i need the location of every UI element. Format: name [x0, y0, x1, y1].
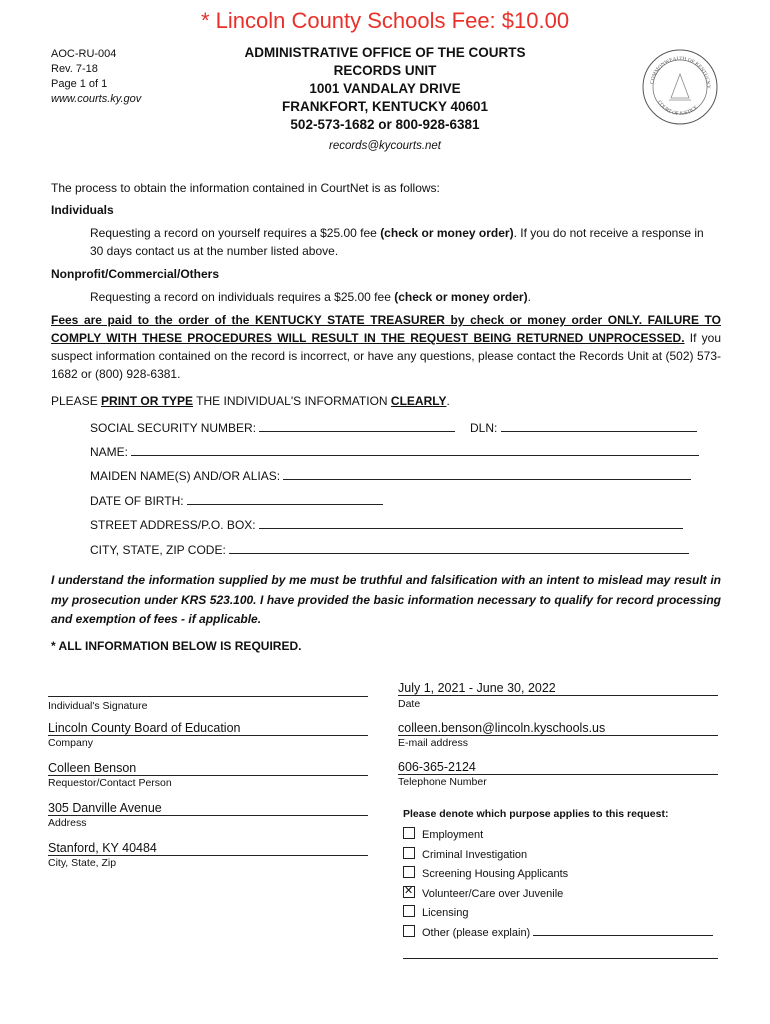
requestor-field[interactable] — [48, 761, 368, 789]
dob-input-line[interactable] — [187, 504, 383, 505]
individuals-heading: Individuals — [51, 203, 114, 217]
individuals-text — [90, 224, 720, 260]
individuals-text-part: . If you do not receive a response in 30 days contact us at the number listed above. — [90, 226, 704, 258]
office-street: 1001 VANDALAY DRIVE — [309, 81, 461, 96]
office-phone: 502-573-1682 or 800-928-6381 — [290, 117, 480, 132]
form-website: www.courts.ky.gov — [51, 93, 142, 105]
intro-text: The process to obtain the information contained in CourtNet is as follows: — [51, 181, 440, 195]
address-label: Address — [48, 817, 87, 829]
form-meta — [51, 47, 141, 107]
street-address-label: STREET ADDRESS/P.O. BOX: — [90, 518, 256, 532]
signature-label: Individual's Signature — [48, 700, 148, 712]
seal-text-bottom: COURT OF JUSTICE — [656, 99, 700, 118]
purpose-licensing[interactable] — [403, 905, 713, 925]
purpose-label: Criminal Investigation — [422, 848, 528, 861]
name-field[interactable] — [90, 445, 699, 459]
kentucky-court-seal-icon — [641, 48, 719, 126]
street-address-input-line[interactable] — [259, 528, 683, 529]
date-field[interactable] — [398, 681, 718, 710]
nonprofit-text-part: . — [527, 290, 531, 304]
checkbox-other[interactable] — [403, 925, 415, 937]
email-label: E-mail address — [398, 737, 469, 749]
checkbox-screening-housing[interactable] — [403, 866, 415, 878]
purpose-screening-housing[interactable] — [403, 866, 713, 886]
print-or-type-emphasis: PRINT OR TYPE — [101, 394, 194, 408]
dln-label: DLN: — [470, 421, 498, 435]
maiden-name-field[interactable] — [90, 469, 691, 483]
svg-text:COMMONWEALTH OF KENTUCKY — [649, 56, 711, 89]
ssn-label: SOCIAL SECURITY NUMBER: — [90, 421, 257, 435]
please-text: THE INDIVIDUAL'S INFORMATION — [193, 394, 391, 408]
checkbox-employment[interactable] — [403, 827, 415, 839]
purpose-volunteer-juvenile[interactable] — [403, 886, 713, 906]
signature-field[interactable] — [48, 680, 368, 712]
truthfulness-statement: I understand the information supplied by me must be truthful and falsification with an intent to mislead may result in my prosecution under KRS 523.100. I have provided the basic information necessary to qualify for record processing and exemption of fees - if applicable. — [51, 573, 721, 626]
office-unit: RECORDS UNIT — [333, 63, 437, 78]
name-input-line[interactable] — [131, 455, 699, 456]
please-print-instruction — [51, 392, 450, 410]
purpose-label: Other (please explain) — [422, 926, 531, 939]
city-state-zip-label: CITY, STATE, ZIP CODE: — [90, 543, 226, 557]
maiden-name-input-line[interactable] — [283, 479, 691, 480]
company-value[interactable]: Lincoln County Board of Education — [48, 721, 368, 736]
ssn-input-line[interactable] — [259, 431, 455, 432]
required-notice: * ALL INFORMATION BELOW IS REQUIRED. — [51, 639, 302, 653]
date-label: Date — [398, 698, 421, 710]
other-explain-second-line[interactable] — [403, 958, 718, 959]
checkbox-criminal-investigation[interactable] — [403, 847, 415, 859]
other-explain-input-line[interactable] — [533, 935, 713, 936]
city-field[interactable] — [48, 841, 368, 869]
phone-field[interactable] — [398, 760, 718, 788]
purpose-label: Screening Housing Applicants — [422, 868, 569, 880]
office-email: records@kycourts.net — [328, 140, 442, 152]
purpose-other[interactable] — [403, 925, 713, 945]
office-header — [200, 44, 570, 134]
signature-value[interactable] — [48, 680, 368, 697]
fees-paragraph — [51, 311, 721, 383]
maiden-name-label: MAIDEN NAME(S) AND/OR ALIAS: — [90, 469, 281, 483]
office-city: FRANKFORT, KENTUCKY 40601 — [281, 99, 489, 114]
checkbox-volunteer-juvenile[interactable] — [403, 886, 415, 898]
company-field[interactable] — [48, 721, 368, 749]
phone-value[interactable]: 606-365-2124 — [398, 760, 718, 775]
purpose-list — [403, 827, 713, 944]
fee-banner: * Lincoln County Schools Fee: $10.00 — [200, 8, 570, 33]
please-text: . — [446, 394, 450, 408]
address-value[interactable]: 305 Danville Avenue — [48, 801, 368, 816]
requestor-label: Requestor/Contact Person — [48, 777, 172, 789]
requestor-value[interactable]: Colleen Benson — [48, 761, 368, 776]
individuals-text-part: Requesting a record on yourself requires a $25.00 fee — [90, 226, 381, 240]
ssn-field[interactable] — [90, 421, 455, 435]
dln-field[interactable] — [470, 421, 697, 435]
seal-text-top: COMMONWEALTH OF KENTUCKY — [649, 55, 712, 89]
phone-label: Telephone Number — [398, 776, 487, 788]
city-label: City, State, Zip — [48, 857, 117, 869]
form-number: AOC-RU-004 — [51, 48, 117, 60]
purpose-employment[interactable] — [403, 827, 713, 847]
nonprofit-text — [90, 288, 720, 306]
fees-contact-text: If you suspect information contained on the record is incorrect, or have any questions, please contact the Records Unit at (502) 573-1682 or (800) 928-6381. — [51, 331, 721, 381]
city-state-zip-field[interactable] — [90, 543, 689, 557]
company-label: Company — [48, 737, 93, 749]
city-value[interactable]: Stanford, KY 40484 — [48, 841, 368, 856]
address-field[interactable] — [48, 801, 368, 829]
nonprofit-text-part: Requesting a record on individuals requires a $25.00 fee — [90, 290, 395, 304]
checkbox-licensing[interactable] — [403, 905, 415, 917]
date-value[interactable]: July 1, 2021 - June 30, 2022 — [398, 681, 718, 696]
name-label: NAME: — [90, 445, 129, 459]
dln-input-line[interactable] — [501, 431, 697, 432]
svg-text:COURT OF JUSTICE — [656, 100, 699, 118]
email-value[interactable]: colleen.benson@lincoln.kyschools.us — [398, 721, 718, 736]
purpose-heading: Please denote which purpose applies to this request: — [403, 808, 669, 820]
individuals-fee-method: (check or money order) — [380, 226, 514, 240]
purpose-label: Employment — [422, 829, 484, 841]
purpose-label: Licensing — [422, 907, 469, 919]
form-page: Page 1 of 1 — [51, 78, 108, 90]
clearly-emphasis: CLEARLY — [390, 394, 447, 408]
city-state-zip-input-line[interactable] — [229, 553, 689, 554]
purpose-criminal-investigation[interactable] — [403, 847, 713, 867]
form-revision: Rev. 7-18 — [51, 63, 98, 75]
street-address-field[interactable] — [90, 518, 683, 532]
dob-field[interactable] — [90, 494, 383, 508]
nonprofit-heading: Nonprofit/Commercial/Others — [51, 267, 220, 281]
dob-label: DATE OF BIRTH: — [90, 494, 184, 508]
please-text: PLEASE — [51, 394, 102, 408]
purpose-label: Volunteer/Care over Juvenile — [422, 887, 564, 900]
email-field[interactable] — [398, 721, 718, 749]
office-name: ADMINISTRATIVE OFFICE OF THE COURTS — [244, 45, 526, 60]
fees-warning: Fees are paid to the order of the KENTUCKY STATE TREASURER by check or money order ONLY. FAILURE TO COMPLY WITH THESE PROCEDURES WILL RESULT IN THE REQUEST BEING RETURNED UNPROCESSED. — [51, 313, 721, 345]
nonprofit-fee-method: (check or money order) — [394, 290, 528, 304]
